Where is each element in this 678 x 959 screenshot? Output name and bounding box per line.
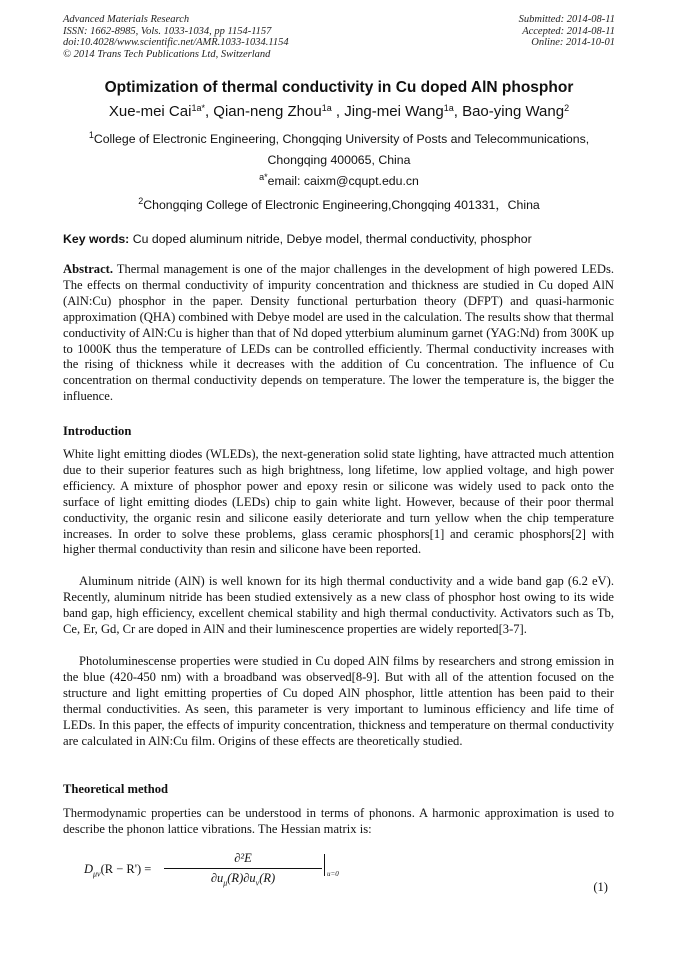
theory-paragraph-1: Thermodynamic properties can be understood in terms of phonons. A harmonic approximation is used to describe the phonon lattice vibrations. The Hessian matrix is:: [63, 806, 614, 836]
author-affiliation-mark: 1a: [443, 103, 454, 113]
abstract: [63, 262, 614, 405]
submission-dates: [519, 14, 615, 49]
equation-numerator: ∂²E: [234, 851, 252, 865]
author-affiliation-mark: 1a: [321, 103, 332, 113]
author-name: Bao-ying Wang: [462, 103, 565, 120]
online-date: Online: 2014-10-01: [531, 37, 615, 48]
journal-name: Advanced Materials Research: [63, 14, 190, 25]
author-separator: ,: [331, 103, 345, 120]
intro-paragraph-3: Photoluminescense properties were studied in Cu doped AlN films by researchers and strong emission in the blue (420-450 nm) with a broadband was observed[8-9]. But with all of the attention focused on the structure and light emitting properties of Cu doped AlN phosphor, little attention has been paid to their thermal conductivities. As seen, this parameter is very important to luminous efficiency and life time of LEDs. In this paper, the effects of impurity concentration, thickness and temperature on thermal conductivity are calculated in AlN:Cu film. Origins of these effects are theoretically studied.: [63, 654, 614, 748]
keywords-text: Cu doped aluminum nitride, Debye model, thermal conductivity, phosphor: [129, 232, 532, 246]
equation-number: (1): [593, 880, 608, 894]
author-name: Jing-mei Wang: [344, 103, 444, 120]
issn-line: ISSN: 1662-8985, Vols. 1033-1034, pp 1154-1157: [63, 25, 272, 37]
equation-fraction: [164, 850, 322, 887]
intro-paragraph-2: Aluminum nitride (AlN) is well known for its high thermal conductivity and a wide band gap (6.2 eV). Recently, aluminum nitride has been studied extensively as a new class of phosphor host owing to its wide band gap, high efficiency, excellent chemical stability and high thermal conductivity. Activators such as Tb, Ce, Er, Gd, Cr are doped in AlN and their luminescence properties are widely reported[3-7].: [63, 574, 614, 636]
journal-info: [63, 14, 289, 60]
affiliation-mark: 1: [88, 130, 94, 140]
corresponding-email: $^{a*}$email: caixm@cqupt.edu.cn: [259, 172, 419, 188]
abstract-label: Abstract.: [63, 262, 114, 276]
paper-title: Optimization of thermal conductivity in Cu doped AlN phosphor: [104, 79, 574, 96]
email-mark: a*: [259, 172, 268, 182]
doi-line: doi:10.4028/www.scientific.net/AMR.1033-1034.1154: [63, 37, 289, 48]
affiliation-1-line-1: $^1$College of Electronic Engineering, Chongqing University of Posts and Telecommunications,: [88, 130, 590, 146]
abstract-text: Thermal management is one of the major challenges in the development of high powered LEDs. The effects on thermal conductivity of impurity concentration and thickness are studied in Cu doped AlN (AlN:Cu) phosphor in the paper. Density functional perturbation theory (DFPT) and quasi-harmonic approximation (QHA) combined with Debye model are used in the calculation. The results show that thermal conductivity of AlN:Cu is higher than that of Nd doped ytterbium aluminum garnet (YAG:Nd) from 300K up to 1000K thus the temperature of LEDs can be controlled efficiently. Thermal conductivity increases with the rising of thickness while it decreases with the addition of Cu concentration. The influence of Cu concentration on thermal conductivity depends on temperature. The lower the temperature is, the bigger the influence.: [63, 262, 614, 404]
equation-denominator: $\partial u_\mu(R)\partial u_\nu(R)$: [210, 871, 276, 888]
author-affiliation-mark: 1a*: [191, 103, 205, 113]
affiliation-mark: 2: [138, 196, 144, 206]
keywords: [63, 232, 623, 246]
accepted-date: Accepted: 2014-08-11: [522, 25, 615, 37]
affiliation-1-line-2: Chongqing 400065, China: [267, 153, 411, 167]
submitted-date: Submitted: 2014-08-11: [518, 14, 615, 25]
author-name: Xue-mei Cai: [108, 103, 192, 120]
author-separator: ,: [204, 103, 214, 120]
author-affiliation-mark: 2: [564, 103, 570, 113]
section-heading-theoretical-method: Theoretical method: [63, 782, 169, 796]
equation-lhs: $D_{\mu\nu}(R - R')$ =: [84, 862, 152, 879]
author-separator: ,: [453, 103, 463, 120]
fraction-bar: [164, 868, 322, 869]
evaluation-condition: u=0: [327, 870, 339, 878]
author-name: Qian-neng Zhou: [213, 103, 322, 120]
author-list: [0, 103, 678, 120]
section-heading-introduction: Introduction: [63, 424, 132, 438]
keywords-label: Key words:: [63, 232, 130, 246]
copyright-line: © 2014 Trans Tech Publications Ltd, Switzerland: [63, 48, 271, 60]
intro-paragraph-1: White light emitting diodes (WLEDs), the next-generation solid state lighting, have attracted much attention due to their superior features such as high brightness, long lifetime, low applied voltage, and high power efficiency. A mixture of phosphor power and epoxy resin or silicone was widely used to pack onto the surface of light emitting diodes (LEDs) chip to gain white light. However, because of their poor thermal conductivity, the organic resin and silicone easily deteriorate and turn yellow when the chip temperature increases. In order to solve these problems, glass ceramic phosphors[1] and ceramic phosphors[2] with higher thermal conductivity than resin and silicone have been reported.: [63, 447, 614, 557]
affiliation-2: $^2$Chongqing College of Electronic Engineering,Chongqing 401331，China: [138, 196, 540, 212]
evaluation-bar: [324, 854, 326, 876]
